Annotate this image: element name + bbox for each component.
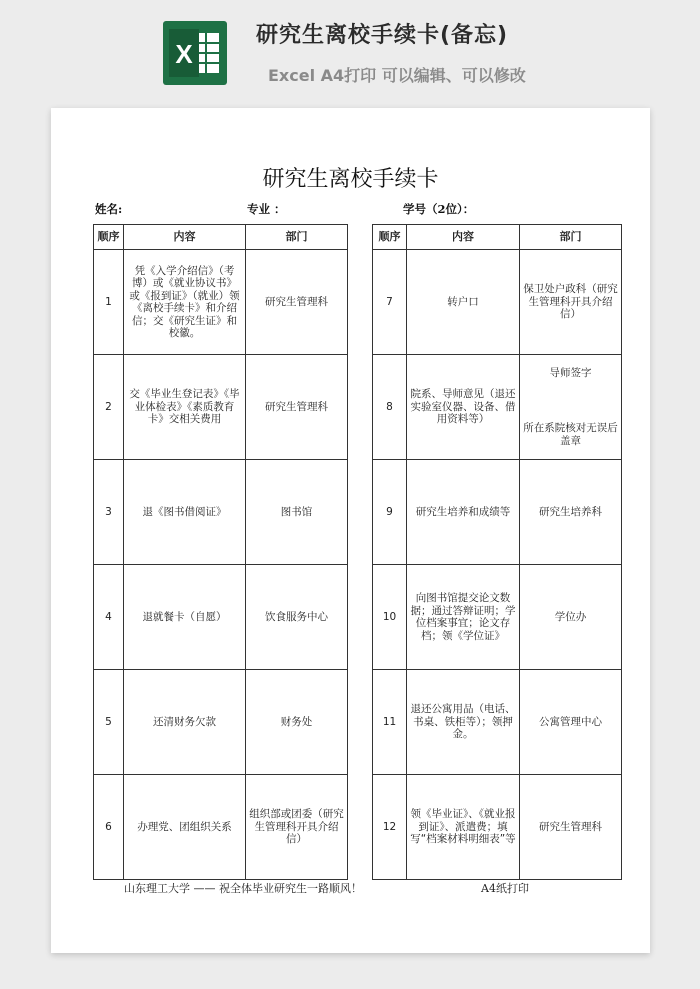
table-row <box>373 460 622 565</box>
row-department: 图书馆 <box>246 460 348 565</box>
banner-title: 研究生离校手续卡(备忘) <box>256 23 509 48</box>
table-row <box>373 565 622 670</box>
header-department: 部门 <box>520 225 622 250</box>
table-row <box>94 670 348 775</box>
right-procedure-table <box>372 224 622 880</box>
header-department: 部门 <box>246 225 348 250</box>
row-department: 财务处 <box>246 670 348 775</box>
row-content: 办理党、团组织关系 <box>124 775 246 880</box>
row-department: 公寓管理中心 <box>520 670 622 775</box>
header-content: 内容 <box>124 225 246 250</box>
table-row <box>373 775 622 880</box>
table-row <box>94 460 348 565</box>
row-department: 研究生培养科 <box>520 460 622 565</box>
footer-print-note: A4纸打印 <box>481 882 529 895</box>
table-row <box>94 355 348 460</box>
name-field-label: 姓名: <box>95 202 123 216</box>
table-row <box>373 670 622 775</box>
row-department: 保卫处户政科（研究生管理科开具介绍信） <box>520 250 622 355</box>
row-department: 饮食服务中心 <box>246 565 348 670</box>
row-department: 研究生管理科 <box>246 355 348 460</box>
row-content: 凭《入学介绍信》（考博）或《就业协议书》或《报到证》（就业）领《离校手续卡》和介绍信；交《研究生证》和校徽。 <box>124 250 246 355</box>
table-row <box>373 250 622 355</box>
excel-icon <box>163 21 227 85</box>
row-content: 交《毕业生登记表》《毕业体检表》《素质教育卡》交相关费用 <box>124 355 246 460</box>
row-number: 12 <box>373 775 407 880</box>
row-department: 研究生管理科 <box>246 250 348 355</box>
document-page <box>51 108 650 953</box>
row-department: 学位办 <box>520 565 622 670</box>
table-row <box>373 355 622 460</box>
row-number: 5 <box>94 670 124 775</box>
row-number: 9 <box>373 460 407 565</box>
row-content: 研究生培养和成绩等 <box>407 460 520 565</box>
row-department <box>520 355 622 460</box>
footer-slogan: 山东理工大学 —— 祝全体毕业研究生一路顺风！ <box>124 882 362 895</box>
table-header-row <box>373 225 622 250</box>
banner <box>0 0 700 105</box>
row-department: 组织部或团委（研究生管理科开具介绍信） <box>246 775 348 880</box>
row-number: 1 <box>94 250 124 355</box>
table-header-row <box>94 225 348 250</box>
row-number: 3 <box>94 460 124 565</box>
row-number: 11 <box>373 670 407 775</box>
row-content: 退就餐卡（自愿） <box>124 565 246 670</box>
major-field-label: 专业 ： <box>247 202 286 216</box>
row-department-primary: 导师签字 <box>549 367 592 379</box>
row-content: 转户口 <box>407 250 520 355</box>
row-number: 8 <box>373 355 407 460</box>
row-number: 6 <box>94 775 124 880</box>
left-procedure-table <box>93 224 348 880</box>
row-department: 研究生管理科 <box>520 775 622 880</box>
document-title: 研究生离校手续卡 <box>262 167 439 192</box>
header-content: 内容 <box>407 225 520 250</box>
row-content: 还清财务欠款 <box>124 670 246 775</box>
row-number: 2 <box>94 355 124 460</box>
table-row <box>94 565 348 670</box>
row-content: 院系、导师意见（退还实验室仪器、设备、借用资料等） <box>407 355 520 460</box>
row-content: 退《图书借阅证》 <box>124 460 246 565</box>
header-order: 顺序 <box>373 225 407 250</box>
banner-subtitle: Excel A4打印 可以编辑、可以修改 <box>268 66 526 85</box>
row-content: 向图书馆提交论文数据；通过答辩证明；学位档案事宜；论文存档；领《学位证》 <box>407 565 520 670</box>
student-id-field-label: 学号（2位）： <box>403 202 475 216</box>
row-department-secondary: 所在系院核对无误后盖章 <box>523 422 618 447</box>
header-order: 顺序 <box>94 225 124 250</box>
row-content: 领《毕业证》、《就业报到证》、派遣费；填写“档案材料明细表”等 <box>407 775 520 880</box>
row-number: 4 <box>94 565 124 670</box>
row-content: 退还公寓用品（电话、书桌、铁柜等）；领押金。 <box>407 670 520 775</box>
row-number: 10 <box>373 565 407 670</box>
svg-text:X: X <box>175 39 193 69</box>
row-number: 7 <box>373 250 407 355</box>
table-row <box>94 775 348 880</box>
table-row <box>94 250 348 355</box>
